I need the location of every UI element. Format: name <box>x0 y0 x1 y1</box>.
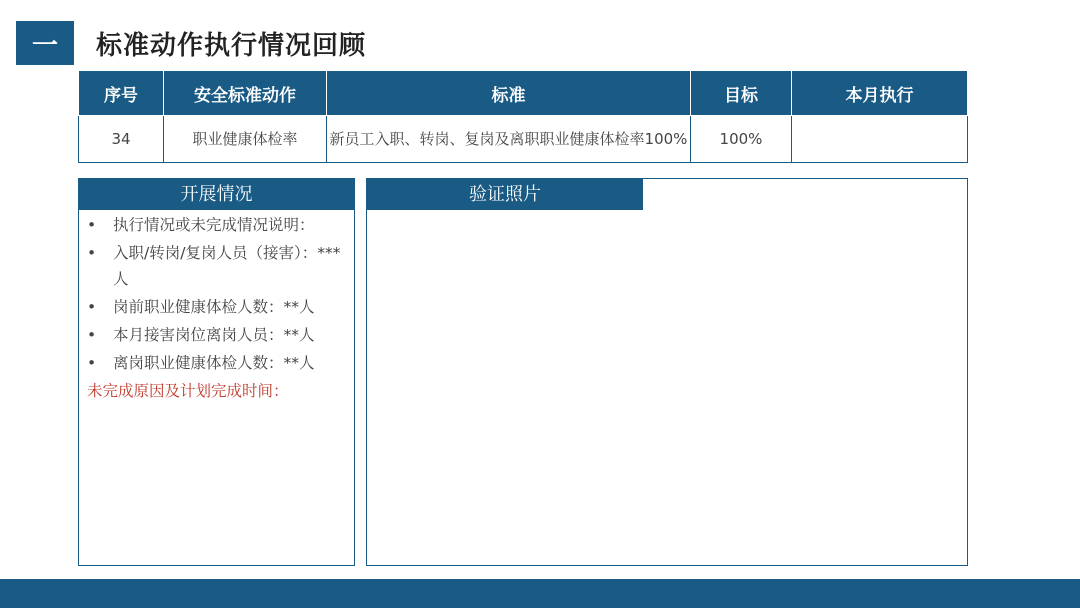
verification-photo-panel <box>366 178 968 566</box>
list-item: • 离岗职业健康体检人数：**人 <box>79 350 354 376</box>
header-safety-action: 安全标准动作 <box>164 71 327 116</box>
header-standard: 标准 <box>327 71 691 116</box>
list-item: • 本月接害岗位离岗人员：**人 <box>79 322 354 348</box>
header-index: 序号 <box>79 71 164 116</box>
cell-index: 34 <box>79 116 164 163</box>
table-row <box>79 116 968 163</box>
progress-panel-header: 开展情况 <box>79 179 354 210</box>
cell-target: 100% <box>691 116 792 163</box>
table-header-row <box>79 71 968 116</box>
standard-table <box>78 70 968 163</box>
progress-panel <box>78 178 355 566</box>
cell-monthly-execution <box>792 116 968 163</box>
progress-list <box>79 210 354 376</box>
cell-standard: 新员工入职、转岗、复岗及离职职业健康体检率100% <box>327 116 691 163</box>
footer-bar <box>0 579 1080 608</box>
list-item: • 岗前职业健康体检人数：**人 <box>79 294 354 320</box>
page-title: 标准动作执行情况回顾 <box>96 31 367 61</box>
header-monthly-execution: 本月执行 <box>792 71 968 116</box>
verification-photo-header: 验证照片 <box>367 179 643 210</box>
list-item: • 入职/转岗/复岗人员（接害）：***人 <box>79 240 354 292</box>
incomplete-reason-note: 未完成原因及计划完成时间： <box>87 382 289 400</box>
list-item: • 执行情况或未完成情况说明： <box>79 212 354 238</box>
header-target: 目标 <box>691 71 792 116</box>
section-number-badge: 一 <box>16 21 74 65</box>
cell-safety-action: 职业健康体检率 <box>164 116 327 163</box>
